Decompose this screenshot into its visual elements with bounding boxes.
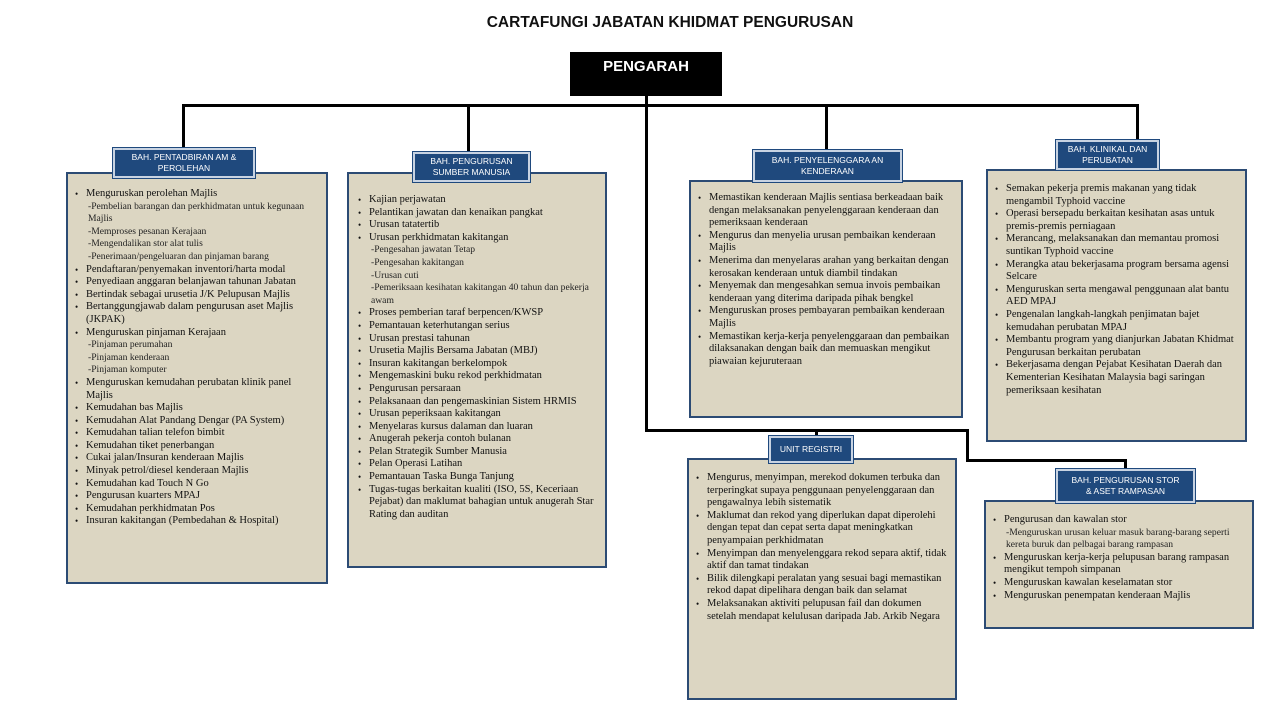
function-item: • Pengurusan kuarters MPAJ	[74, 490, 320, 503]
function-item: • Menyemak dan mengesahkan semua invois pembaikan kenderaan yang diterima daripada pihak bengkel	[697, 280, 955, 305]
header-registri: UNIT REGISTRI	[769, 436, 853, 463]
connector-horizontal-top	[182, 104, 1139, 107]
sub-function-item: -Urusan cuti	[371, 269, 419, 281]
sub-function-item: -Mengendalikan stor alat tulis	[88, 238, 203, 250]
function-item: • Pengenalan langkah-langkah penjimatan bajet kemudahan perubatan MPAJ	[994, 309, 1239, 334]
function-item: • Insuran kakitangan (Pembedahan & Hospital)	[74, 515, 320, 528]
function-item: • Pelan Operasi Latihan	[357, 458, 599, 471]
function-item: • Menguruskan kerja-kerja pelupusan barang rampasan mengikut tempoh simpanan	[992, 552, 1246, 577]
function-item: • Pelan Strategik Sumber Manusia	[357, 446, 599, 459]
connector-drop-penyelenggaraan	[825, 104, 828, 150]
sub-function-item: -Pengesahan kakitangan	[371, 256, 464, 268]
header-penyelenggaraan: BAH. PENYELENGGARA AN KENDERAAN	[753, 150, 902, 182]
function-item: • Mengemaskini buku rekod perkhidmatan	[357, 370, 599, 383]
sub-function-item: -Penerimaan/pengeluaran dan pinjaman barang	[88, 250, 269, 262]
function-item: • Urusan tatatertib	[357, 219, 599, 232]
function-item: • Proses pemberian taraf berpencen/KWSP	[357, 307, 599, 320]
function-item: • Pengurusan dan kawalan stor	[992, 514, 1246, 527]
function-item: • Pemantauan keterhutangan serius	[357, 320, 599, 333]
function-item: • Menguruskan pinjaman Kerajaan	[74, 327, 320, 340]
function-item: • Penyediaan anggaran belanjawan tahunan Jabatan	[74, 276, 320, 289]
function-item: • Maklumat dan rekod yang diperlukan dapat diperolehi dengan tepat dan cepat serta dapat meningkatkan penyampaian perkhidmatan	[695, 510, 949, 548]
function-item: • Pengurusan persaraan	[357, 383, 599, 396]
panel-penyelenggaraan	[689, 180, 963, 418]
function-list-pentadbiran	[74, 188, 320, 528]
sub-function-item: -Pembelian barangan dan perkhidmatan untuk kegunaan Majlis	[88, 200, 305, 225]
function-item: • Kemudahan kad Touch N Go	[74, 478, 320, 491]
sub-function-item: -Memproses pesanan Kerajaan	[88, 225, 207, 237]
function-item: • Kemudahan bas Majlis	[74, 402, 320, 415]
header-sumber-manusia: BAH. PENGURUSAN SUMBER MANUSIA	[413, 152, 530, 182]
function-item: • Pelantikan jawatan dan kenaikan pangkat	[357, 207, 599, 220]
header-stor: BAH. PENGURUSAN STOR & ASET RAMPASAN	[1056, 469, 1195, 503]
connector-drop-pentadbiran	[182, 104, 185, 148]
function-item: • Mengurus, menyimpan, merekod dokumen terbuka dan terperingkat supaya penggunaan penyelenggaraan dan pengawalnya lebih sistematik	[695, 472, 949, 510]
sub-function-item: -Pemeriksaan kesihatan kakitangan 40 tahun dan pekerja awam	[371, 282, 589, 306]
header-pentadbiran: BAH. PENTADBIRAN AM & PEROLEHAN	[113, 148, 255, 178]
chart-title: CARTAFUNGI JABATAN KHIDMAT PENGURUSAN	[486, 14, 854, 31]
function-item: • Memastikan kenderaan Majlis sentiasa berkeadaan baik dengan melaksanakan penyelenggaraan kenderaan dan pemeriksaan kenderaan	[697, 192, 955, 230]
function-item: • Bekerjasama dengan Pejabat Kesihatan Daerah dan Kementerian Kesihatan Malaysia bagi saringan pemeriksaan kesihatan	[994, 359, 1239, 397]
function-item: • Urusan prestasi tahunan	[357, 333, 599, 346]
function-list-sumber-manusia	[357, 194, 599, 521]
function-item: • Melaksanakan aktiviti pelupusan fail dan dokumen setelah mendapat kelulusan daripada Jab. Arkib Negara	[695, 598, 949, 623]
connector-horizontal-stor	[966, 459, 1127, 462]
sub-function-item: -Pengesahan jawatan Tetap	[371, 244, 476, 256]
function-item: • Menyimpan dan menyelenggara rekod separa aktif, tidak aktif dan tamat tindakan	[695, 548, 949, 573]
header-klinikal: BAH. KLINIKAL DAN PERUBATAN	[1056, 140, 1159, 170]
function-item: • Cukai jalan/Insuran kenderaan Majlis	[74, 452, 320, 465]
function-item: • Menguruskan proses pembayaran pembaikan kenderaan Majlis	[697, 305, 955, 330]
function-item: • Urusan perkhidmatan kakitangan	[357, 232, 599, 245]
function-item: • Memastikan kerja-kerja penyelenggaraan dan pembaikan dilaksanakan dengan baik dan memuaskan mengikut piawaian kejuruteraan	[697, 331, 955, 369]
sub-function-item: -Menguruskan urusan keluar masuk barang-barang seperti kereta buruk dan pelbagai barang rampasan	[1006, 526, 1230, 551]
function-list-klinikal	[994, 183, 1239, 397]
function-item: • Kemudahan talian telefon bimbit	[74, 427, 320, 440]
function-item: • Bilik dilengkapi peralatan yang sesuai bagi memastikan rekod dapat dipelihara dengan baik dan selamat	[695, 573, 949, 598]
function-list-registri	[695, 472, 949, 623]
function-item: • Insuran kakitangan berkelompok	[357, 358, 599, 371]
function-item: • Kajian perjawatan	[357, 194, 599, 207]
function-item: • Menguruskan kemudahan perubatan klinik panel Majlis	[74, 377, 320, 402]
function-item: • Minyak petrol/diesel kenderaan Majlis	[74, 465, 320, 478]
connector-director-down	[645, 96, 648, 432]
function-item: • Menguruskan penempatan kenderaan Majlis	[992, 590, 1246, 603]
function-item: • Pemantauan Taska Bunga Tanjung	[357, 471, 599, 484]
function-item: • Mengurus dan menyelia urusan pembaikan kenderaan Majlis	[697, 230, 955, 255]
panel-stor	[984, 500, 1254, 629]
sub-function-item: -Pinjaman kenderaan	[88, 351, 170, 363]
director-box: PENGARAH	[570, 52, 722, 96]
function-item: • Semakan pekerja premis makanan yang tidak mengambil Typhoid vaccine	[994, 183, 1239, 208]
function-item: • Pelaksanaan dan pengemaskinian Sistem HRMIS	[357, 396, 599, 409]
connector-horizontal-lower	[645, 429, 968, 432]
function-item: • Merangka atau bekerjasama program bersama agensi Selcare	[994, 259, 1239, 284]
function-item: • Bertindak sebagai urusetia J/K Pelupusan Majlis	[74, 289, 320, 302]
function-item: • Merancang, melaksanakan dan memantau promosi suntikan Typhoid vaccine	[994, 233, 1239, 258]
connector-drop-stor	[1124, 459, 1127, 469]
function-item: • Urusetia Majlis Bersama Jabatan (MBJ)	[357, 345, 599, 358]
function-item: • Menguruskan serta mengawal penggunaan alat bantu AED MPAJ	[994, 284, 1239, 309]
function-item: • Menyelaras kursus dalaman dan luaran	[357, 421, 599, 434]
connector-vertical-stor	[966, 429, 969, 461]
panel-klinikal	[986, 169, 1247, 442]
function-item: • Tugas-tugas berkaitan kualiti (ISO, 5S, Keceriaan Pejabat) dan maklumat bahagian untuk anugerah Star Rating dan auditan	[357, 484, 599, 522]
function-item: • Menguruskan perolehan Majlis	[74, 188, 320, 201]
connector-drop-klinikal	[1136, 104, 1139, 140]
function-item: • Urusan peperiksaan kakitangan	[357, 408, 599, 421]
function-item: • Membantu program yang dianjurkan Jabatan Khidmat Pengurusan berkaitan perubatan	[994, 334, 1239, 359]
function-item: • Menguruskan kawalan keselamatan stor	[992, 577, 1246, 590]
panel-pentadbiran	[66, 172, 328, 584]
function-list-penyelenggaraan	[697, 192, 955, 368]
function-item: • Kemudahan perkhidmatan Pos	[74, 503, 320, 516]
function-item: • Kemudahan tiket penerbangan	[74, 440, 320, 453]
function-item: • Pendaftaran/penyemakan inventori/harta modal	[74, 264, 320, 277]
function-item: • Operasi bersepadu berkaitan kesihatan asas untuk premis-premis perniagaan	[994, 208, 1239, 233]
function-item: • Menerima dan menyelaras arahan yang berkaitan dengan kerosakan kenderaan untuk diambil tindakan	[697, 255, 955, 280]
function-item: • Bertanggungjawab dalam pengurusan aset Majlis (JKPAK)	[74, 301, 320, 326]
function-item: • Kemudahan Alat Pandang Dengar (PA System)	[74, 415, 320, 428]
sub-function-item: -Pinjaman komputer	[88, 364, 167, 376]
sub-function-item: -Pinjaman perumahan	[88, 339, 173, 351]
panel-registri	[687, 458, 957, 700]
panel-sumber-manusia	[347, 172, 607, 568]
function-list-stor	[992, 514, 1246, 602]
connector-drop-sumber-manusia	[467, 104, 470, 152]
function-item: • Anugerah pekerja contoh bulanan	[357, 433, 599, 446]
